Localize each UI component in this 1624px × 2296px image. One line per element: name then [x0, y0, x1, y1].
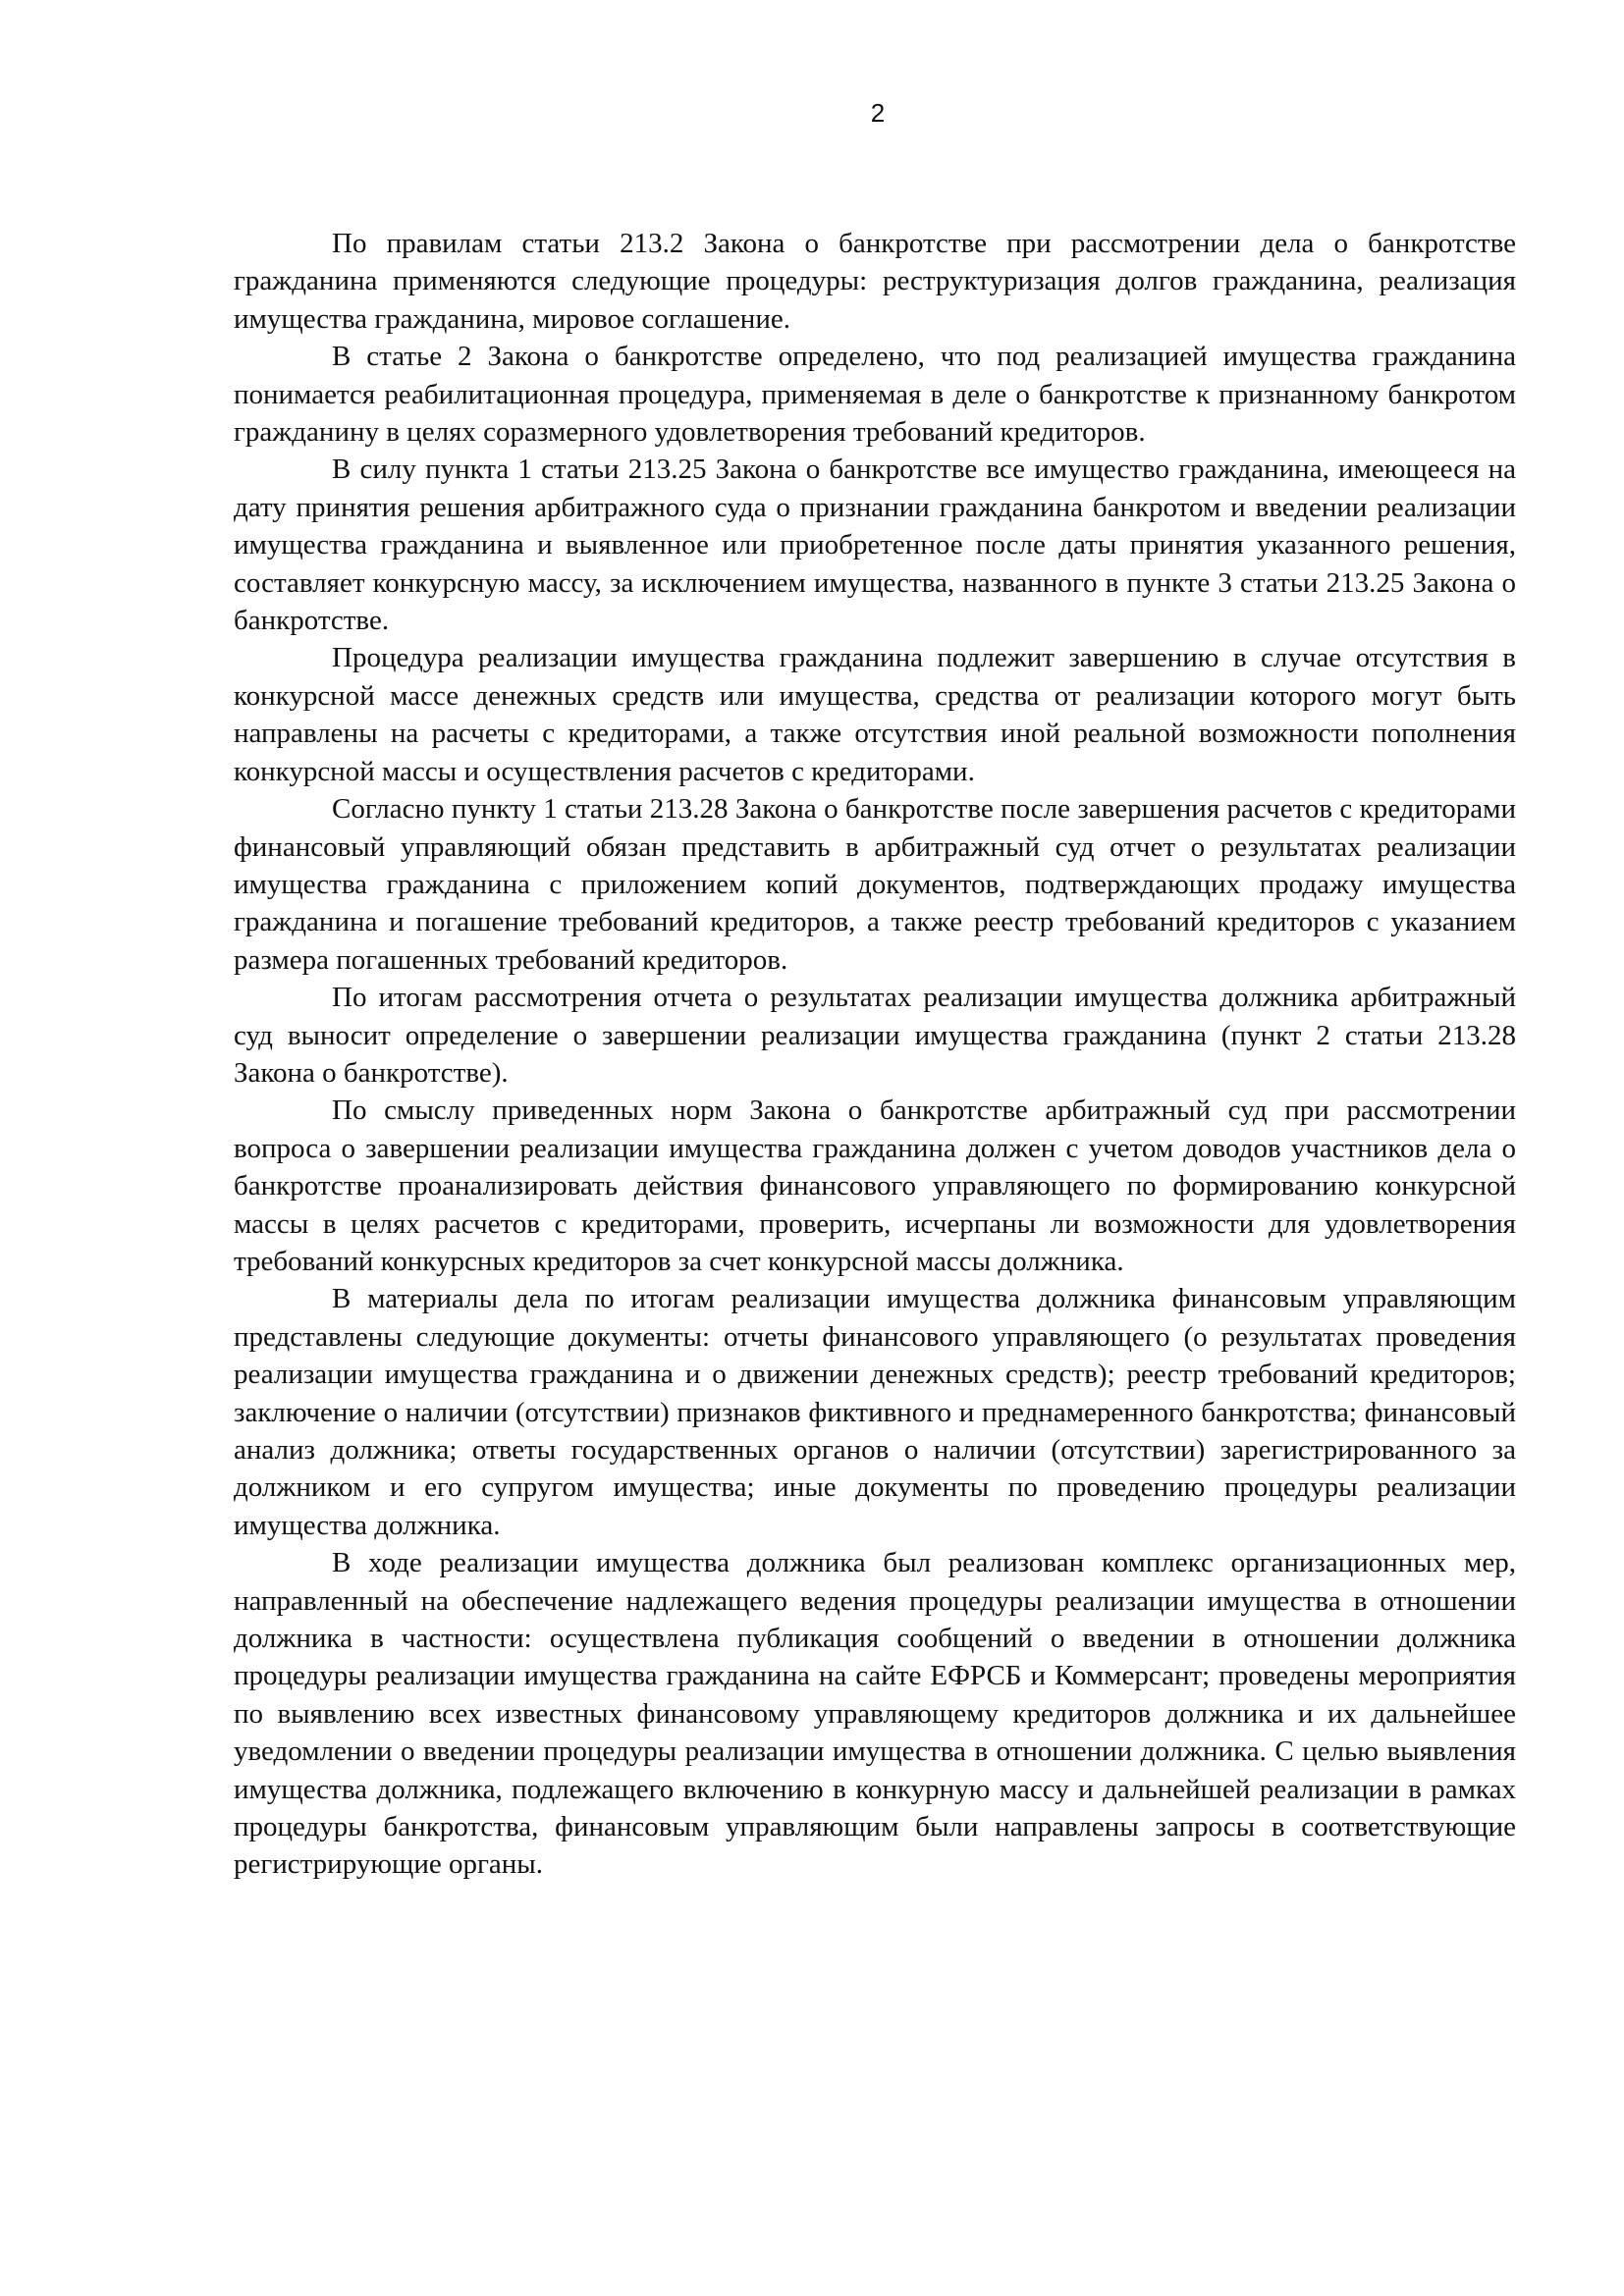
paragraph: По итогам рассмотрения отчета о результатах реализации имущества должника арбитражный суд выносит определение о завершении реализации имущества гражданина (пункт 2 статьи 213.28 Закона о банкротстве). [234, 982, 1516, 1089]
document-body [234, 225, 1516, 1884]
paragraph: В ходе реализации имущества должника был реализован комплекс организационных мер, направленный на обеспечение надлежащего ведения процедуры реализации имущества в отношении должника в частности: осуществлена публикация сообщений о введении в отношении должника процедуры реализации имущества гражданина на сайте ЕФРСБ и Коммерсант; проведены мероприятия по выявлению всех известных финансовому управляющему кредиторов должника и их дальнейшее уведомлении о введении процедуры реализации имущества в отношении должника. С целью выявления имущества должника, подлежащего включению в конкурную массу и дальнейшей реализации в рамках процедуры банкротства, финансовым управляющим были направлены запросы в соответствующие регистрирующие органы. [234, 1547, 1516, 1881]
paragraph: Согласно пункту 1 статьи 213.28 Закона о банкротстве после завершения расчетов с кредиторами финансовый управляющий обязан представить в арбитражный суд отчет о результатах реализации имущества гражданина с приложением копий документов, подтверждающих продажу имущества гражданина и погашение требований кредиторов, а также реестр требований кредиторов с указанием размера погашенных требований кредиторов. [234, 793, 1516, 976]
paragraph: По смыслу приведенных норм Закона о банкротстве арбитражный суд при рассмотрении вопроса о завершении реализации имущества гражданина должен с учетом доводов участников дела о банкротстве проанализировать действия финансового управляющего по формированию конкурсной массы в целях расчетов с кредиторами, проверить, исчерпаны ли возможности для удовлетворения требований конкурсных кредиторов за счет конкурсной массы должника. [234, 1095, 1516, 1277]
paragraph: По правилам статьи 213.2 Закона о банкротстве при рассмотрении дела о банкротстве гражданина применяются следующие процедуры: реструктуризация долгов гражданина, реализация имущества гражданина, мировое соглашение. [234, 228, 1516, 335]
paragraph: В статье 2 Закона о банкротстве определено, что под реализацией имущества гражданина понимается реабилитационная процедура, применяемая в деле о банкротстве к признанному банкротом гражданину в целях соразмерного удовлетворения требований кредиторов. [234, 341, 1516, 449]
paragraph: В материалы дела по итогам реализации имущества должника финансовым управляющим представлены следующие документы: отчеты финансового управляющего (о результатах проведения реализации имущества гражданина и о движении денежных средств); реестр требований кредиторов; заключение о наличии (отсутствии) признаков фиктивного и преднамеренного банкротства; финансовый анализ должника; ответы государственных органов о наличии (отсутствии) зарегистрированного за должником и его супругом имущества; иные документы по проведению процедуры реализации имущества должника. [234, 1283, 1516, 1541]
paragraph: В силу пункта 1 статьи 213.25 Закона о банкротстве все имущество гражданина, имеющееся на дату принятия решения арбитражного суда о признании гражданина банкротом и введении реализации имущества гражданина и выявленное или приобретенное после даты принятия указанного решения, составляет конкурсную массу, за исключением имущества, названного в пункте 3 статьи 213.25 Закона о банкротстве. [234, 454, 1516, 637]
paragraph: Процедура реализации имущества гражданина подлежит завершению в случае отсутствия в конкурсной массе денежных средств или имущества, средства от реализации которого могут быть направлены на расчеты с кредиторами, а также отсутствия иной реальной возможности пополнения конкурсной массы и осуществления расчетов с кредиторами. [234, 642, 1516, 787]
page-number: 2 [870, 98, 886, 128]
